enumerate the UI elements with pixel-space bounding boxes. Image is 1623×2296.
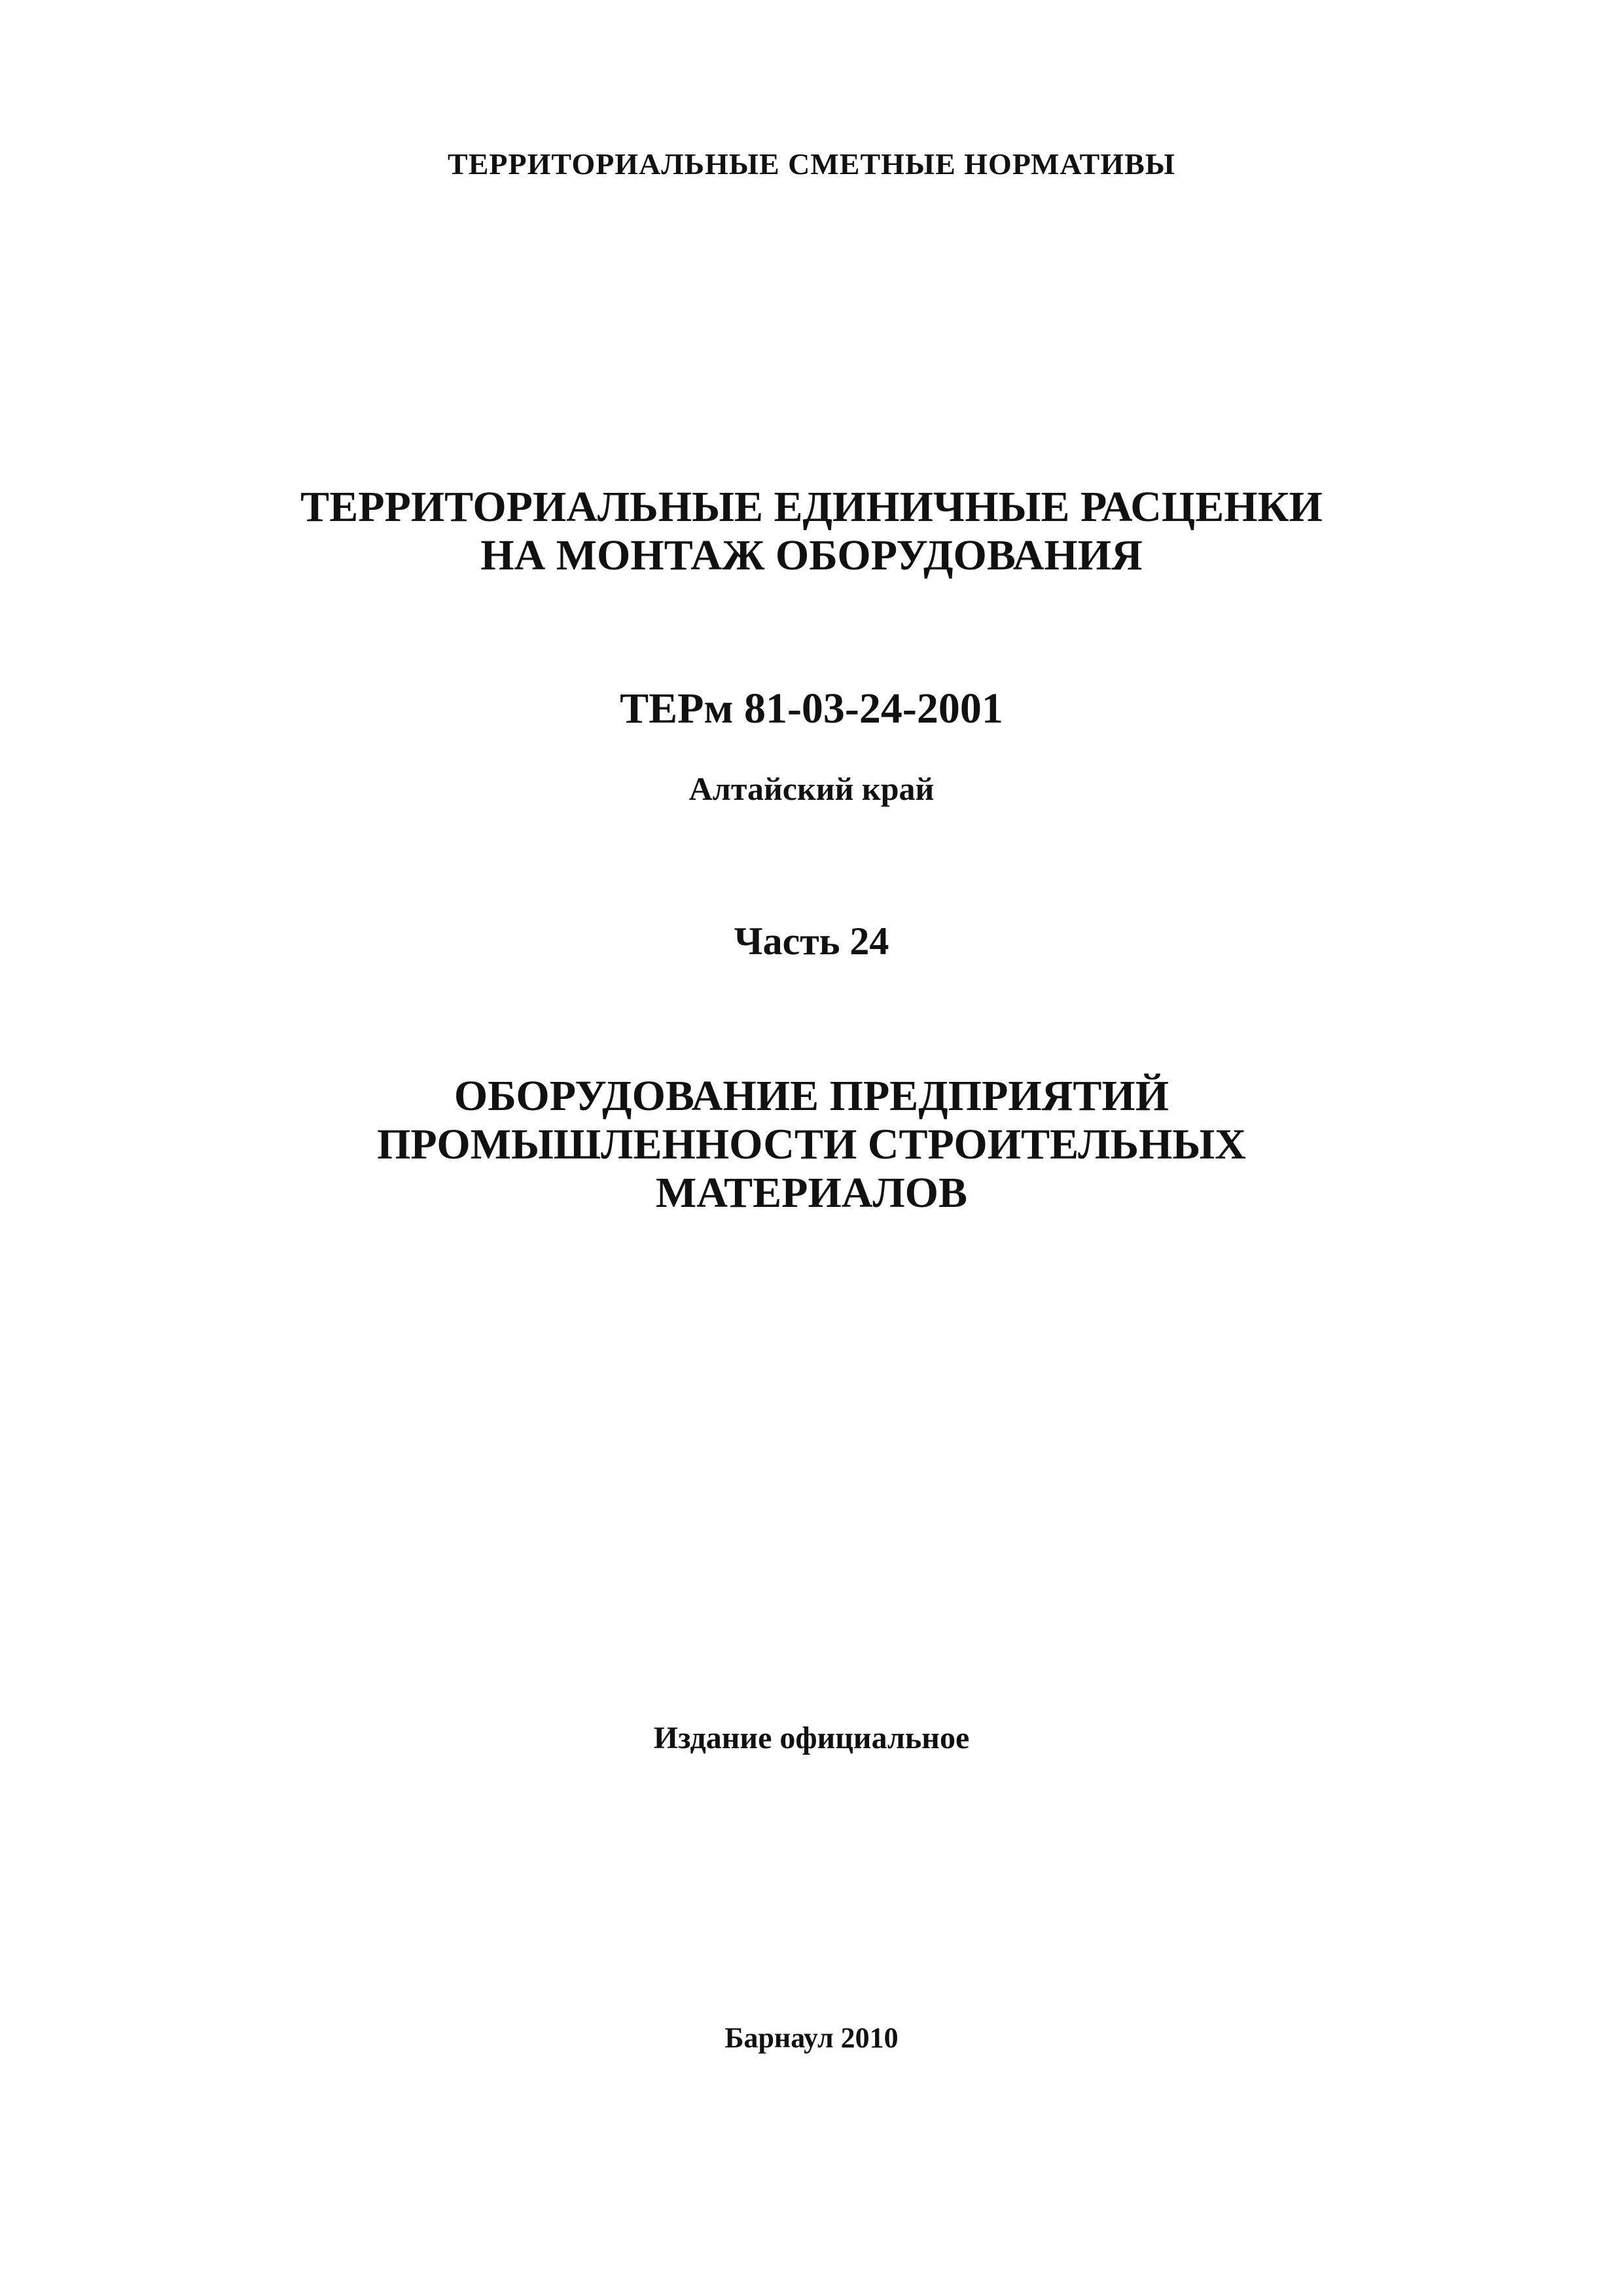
main-title xyxy=(0,483,1623,580)
document-code: ТЕРм 81-03-24-2001 xyxy=(620,685,1003,732)
main-title-line-2: НА МОНТАЖ ОБОРУДОВАНИЯ xyxy=(480,531,1143,579)
part-title xyxy=(0,1072,1623,1217)
series-header: ТЕРРИТОРИАЛЬНЫЕ СМЕТНЫЕ НОРМАТИВЫ xyxy=(448,147,1175,181)
main-title-line-1: ТЕРРИТОРИАЛЬНЫЕ ЕДИНИЧНЫЕ РАСЦЕНКИ xyxy=(300,483,1323,531)
place-year: Барнаул 2010 xyxy=(724,2022,899,2054)
region: Алтайский край xyxy=(688,770,935,807)
part-title-line-1: ОБОРУДОВАНИЕ ПРЕДПРИЯТИЙ xyxy=(454,1072,1169,1120)
part-number: Часть 24 xyxy=(734,920,889,963)
part-title-line-3: МАТЕРИАЛОВ xyxy=(655,1169,968,1217)
part-title-line-2: ПРОМЫШЛЕННОСТИ СТРОИТЕЛЬНЫХ xyxy=(377,1121,1246,1168)
edition-note: Издание официальное xyxy=(653,1721,970,1755)
